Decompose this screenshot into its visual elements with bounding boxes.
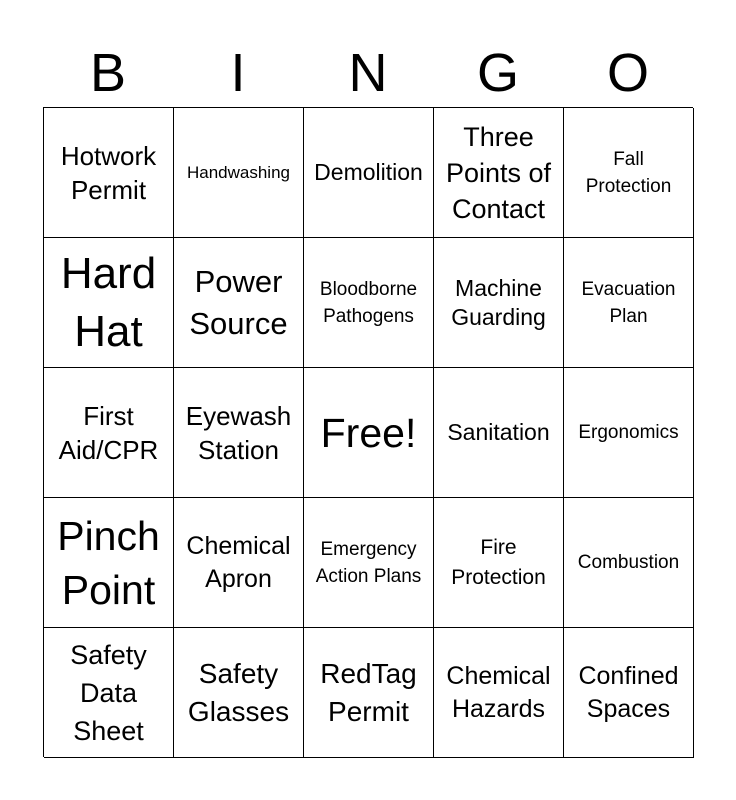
- cell-text: Safety Data Sheet: [70, 639, 147, 746]
- bingo-cell[interactable]: [304, 238, 434, 368]
- cell-text: Fire Protection: [451, 535, 546, 589]
- bingo-cell[interactable]: [564, 628, 694, 758]
- cell-text: Machine Guarding: [451, 274, 546, 330]
- bingo-cell[interactable]: [44, 498, 174, 628]
- cell-text: Hard Hat: [60, 248, 157, 356]
- cell-text: Emergency Action Plans: [315, 538, 422, 587]
- cell-text: Evacuation Plan: [581, 278, 676, 327]
- cell-text: Eyewash Station: [185, 400, 292, 465]
- bingo-cell[interactable]: [564, 238, 694, 368]
- bingo-cell[interactable]: [564, 498, 694, 628]
- bingo-cell[interactable]: [44, 628, 174, 758]
- header-letter-g: G: [476, 43, 519, 103]
- cell-text: Fall Protection: [585, 148, 672, 197]
- cell-text: Power Source: [189, 263, 288, 341]
- bingo-header: [43, 40, 693, 106]
- bingo-cell[interactable]: [174, 108, 304, 238]
- header-letter-i: I: [230, 43, 246, 103]
- cell-text: Chemical Hazards: [446, 661, 551, 723]
- bingo-cell free-space[interactable]: [304, 368, 434, 498]
- header-letter-n: N: [348, 43, 388, 103]
- bingo-cell[interactable]: [434, 108, 564, 238]
- bingo-cell[interactable]: [174, 498, 304, 628]
- cell-text: Combustion: [577, 552, 680, 573]
- bingo-cell[interactable]: [434, 238, 564, 368]
- cell-text: Pinch Point: [57, 512, 160, 613]
- bingo-cell[interactable]: [304, 628, 434, 758]
- cell-text: Sanitation: [447, 419, 550, 445]
- cell-text: Bloodborne Pathogens: [319, 278, 418, 327]
- bingo-cell[interactable]: [434, 498, 564, 628]
- bingo-cell[interactable]: [44, 368, 174, 498]
- header-letter-b: B: [89, 43, 127, 103]
- bingo-cell[interactable]: [44, 108, 174, 238]
- bingo-cell[interactable]: [304, 498, 434, 628]
- bingo-cell[interactable]: [434, 368, 564, 498]
- cell-text: Hotwork Permit: [60, 140, 157, 205]
- bingo-cell[interactable]: [174, 238, 304, 368]
- cell-text: Safety Glasses: [187, 657, 290, 727]
- cell-text: RedTag Permit: [320, 657, 417, 727]
- cell-text: Chemical Apron: [186, 531, 291, 593]
- cell-text: Handwashing: [186, 162, 290, 182]
- bingo-cell[interactable]: [174, 368, 304, 498]
- header-letter-o: O: [606, 43, 649, 103]
- bingo-cell[interactable]: [304, 108, 434, 238]
- cell-text: First Aid/CPR: [58, 400, 159, 465]
- bingo-board: [43, 107, 693, 757]
- bingo-cell[interactable]: [174, 628, 304, 758]
- bingo-cell[interactable]: [564, 108, 694, 238]
- cell-text: Free!: [320, 409, 417, 456]
- cell-text: Confined Spaces: [578, 661, 679, 723]
- bingo-cell[interactable]: [434, 628, 564, 758]
- bingo-cell[interactable]: [564, 368, 694, 498]
- bingo-cell[interactable]: [44, 238, 174, 368]
- cell-text: Ergonomics: [578, 422, 679, 443]
- cell-text: Demolition: [314, 159, 423, 185]
- cell-text: Three Points of Contact: [445, 121, 552, 224]
